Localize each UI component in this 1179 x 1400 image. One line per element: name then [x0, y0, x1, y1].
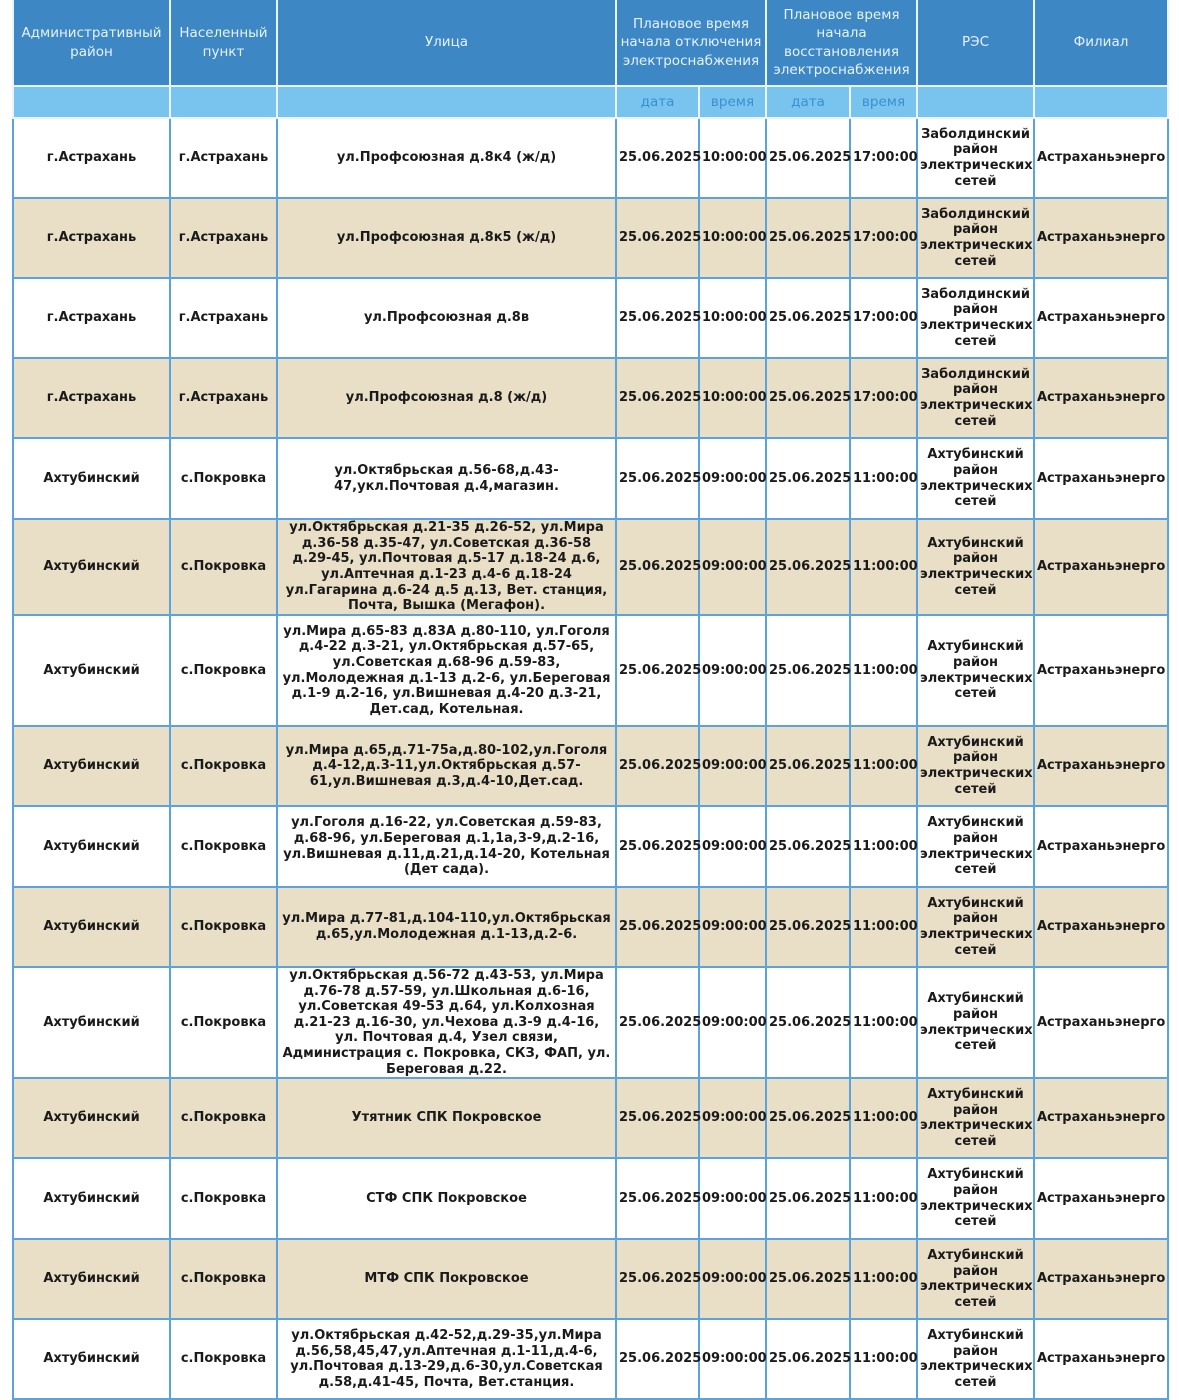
cell-off-time: 10:00:00	[699, 278, 766, 358]
table-row	[13, 198, 1168, 278]
header-district: Административный район	[13, 0, 170, 86]
cell-off-date: 25.06.2025	[616, 278, 699, 358]
cell-off-time: 10:00:00	[699, 358, 766, 438]
cell-res: Ахтубинский район электрических сетей	[917, 1158, 1034, 1239]
cell-street: ул.Октябрьская д.21-35 д.26-52, ул.Мира д.36-58 д.35-47, ул.Советская д.36-58 д.29-45, ул.Почтовая д.5-17 д.18-24 д.6, ул.Аптечная д.1-23 д.4-6 д.18-24 ул.Гагарина д.6-24 д.5 д.13, Вет. станция, Почта, Вышка (Мегафон).	[277, 519, 616, 615]
cell-branch: Астраханьэнерго	[1034, 278, 1168, 358]
cell-restore-date: 25.06.2025	[766, 118, 850, 198]
cell-branch: Астраханьэнерго	[1034, 358, 1168, 438]
cell-off-time: 10:00:00	[699, 118, 766, 198]
cell-street: ул.Гоголя д.16-22, ул.Советская д.59-83, д.68-96, ул.Береговая д.1,1а,3-9,д.2-16, ул.Вишневая д.11,д.21,д.14-20, Котельная (Дет сада).	[277, 806, 616, 887]
cell-restore-time: 11:00:00	[850, 1158, 917, 1239]
cell-locality: с.Покровка	[170, 967, 277, 1078]
cell-street: ул.Профсоюзная д.8к5 (ж/д)	[277, 198, 616, 278]
header-off-start: Плановое время начала отключения электроснабжения	[616, 0, 766, 86]
cell-restore-date: 25.06.2025	[766, 358, 850, 438]
cell-off-time: 09:00:00	[699, 726, 766, 806]
cell-locality: с.Покровка	[170, 519, 277, 615]
cell-branch: Астраханьэнерго	[1034, 519, 1168, 615]
cell-restore-time: 11:00:00	[850, 1078, 917, 1158]
cell-branch: Астраханьэнерго	[1034, 438, 1168, 519]
cell-off-time: 09:00:00	[699, 1239, 766, 1319]
cell-street: ул.Октябрьская д.56-72 д.43-53, ул.Мира д.76-78 д.57-59, ул.Школьная д.6-16, ул.Советская 49-53 д.64, ул.Колхозная д.21-23 д.16-30, ул.Чехова д.3-9 д.4-16, ул. Почтовая д.4, Узел связи, Администрация с. Покровка, СКЗ, ФАП, ул. Береговая д.22.	[277, 967, 616, 1078]
cell-off-time: 09:00:00	[699, 967, 766, 1078]
cell-locality: с.Покровка	[170, 615, 277, 726]
cell-res: Ахтубинский район электрических сетей	[917, 615, 1034, 726]
cell-locality: с.Покровка	[170, 1239, 277, 1319]
cell-district: Ахтубинский	[13, 726, 170, 806]
cell-district: Ахтубинский	[13, 1239, 170, 1319]
cell-res: Заболдинский район электрических сетей	[917, 118, 1034, 198]
cell-restore-time: 11:00:00	[850, 726, 917, 806]
cell-restore-time: 11:00:00	[850, 887, 917, 967]
cell-restore-date: 25.06.2025	[766, 438, 850, 519]
cell-res: Ахтубинский район электрических сетей	[917, 806, 1034, 887]
table-row	[13, 967, 1168, 1078]
cell-branch: Астраханьэнерго	[1034, 1239, 1168, 1319]
header-street: Улица	[277, 0, 616, 86]
cell-street: ул.Мира д.65,д.71-75а,д.80-102,ул.Гоголя д.4-12,д.3-11,ул.Октябрьская д.57-61,ул.Вишневая д.3,д.4-10,Дет.сад.	[277, 726, 616, 806]
cell-district: Ахтубинский	[13, 1319, 170, 1399]
cell-res: Ахтубинский район электрических сетей	[917, 967, 1034, 1078]
cell-restore-date: 25.06.2025	[766, 519, 850, 615]
cell-restore-time: 17:00:00	[850, 198, 917, 278]
cell-off-date: 25.06.2025	[616, 1239, 699, 1319]
subheader-off-time: время	[699, 86, 766, 118]
cell-restore-date: 25.06.2025	[766, 887, 850, 967]
cell-locality: с.Покровка	[170, 806, 277, 887]
header-branch: Филиал	[1034, 0, 1168, 86]
cell-restore-date: 25.06.2025	[766, 278, 850, 358]
cell-restore-date: 25.06.2025	[766, 615, 850, 726]
cell-street: ул.Мира д.65-83 д.83А д.80-110, ул.Гоголя д.4-22 д.3-21, ул.Октябрьская д.57-65, ул.Советская д.68-96 д.59-83, ул.Молодежная д.1-13 д.2-6, ул.Береговая д.1-9 д.2-16, ул.Вишневая д.4-20 д.3-21, Дет.сад, Котельная.	[277, 615, 616, 726]
cell-street: ул.Октябрьская д.42-52,д.29-35,ул.Мира д.56,58,45,47,ул.Аптечная д.1-11,д.4-6, ул.Почтовая д.13-29,д.6-30,ул.Советская д.58,д.41-45, Почта, Вет.станция.	[277, 1319, 616, 1399]
cell-street: ул.Мира д.77-81,д.104-110,ул.Октябрьская д.65,ул.Молодежная д.1-13,д.2-6.	[277, 887, 616, 967]
table-row	[13, 615, 1168, 726]
cell-restore-date: 25.06.2025	[766, 1239, 850, 1319]
cell-off-date: 25.06.2025	[616, 438, 699, 519]
cell-restore-time: 17:00:00	[850, 278, 917, 358]
cell-street: СТФ СПК Покровское	[277, 1158, 616, 1239]
cell-restore-date: 25.06.2025	[766, 198, 850, 278]
cell-off-date: 25.06.2025	[616, 806, 699, 887]
subheader-row	[13, 86, 1168, 118]
cell-res: Заболдинский район электрических сетей	[917, 198, 1034, 278]
cell-off-date: 25.06.2025	[616, 1319, 699, 1399]
cell-district: Ахтубинский	[13, 887, 170, 967]
cell-restore-time: 17:00:00	[850, 118, 917, 198]
table-row	[13, 438, 1168, 519]
cell-branch: Астраханьэнерго	[1034, 1158, 1168, 1239]
cell-off-date: 25.06.2025	[616, 726, 699, 806]
outage-schedule-table	[12, 0, 1169, 1400]
table-row	[13, 1158, 1168, 1239]
cell-off-date: 25.06.2025	[616, 198, 699, 278]
cell-district: Ахтубинский	[13, 519, 170, 615]
subheader-empty	[13, 86, 170, 118]
subheader-restore-time: время	[850, 86, 917, 118]
cell-off-time: 09:00:00	[699, 519, 766, 615]
table-row	[13, 358, 1168, 438]
cell-district: Ахтубинский	[13, 967, 170, 1078]
cell-locality: г.Астрахань	[170, 118, 277, 198]
cell-off-time: 09:00:00	[699, 1078, 766, 1158]
table-row	[13, 118, 1168, 198]
cell-off-date: 25.06.2025	[616, 1158, 699, 1239]
cell-locality: с.Покровка	[170, 1319, 277, 1399]
cell-restore-time: 11:00:00	[850, 967, 917, 1078]
cell-res: Ахтубинский район электрических сетей	[917, 1078, 1034, 1158]
cell-street: ул.Профсоюзная д.8в	[277, 278, 616, 358]
cell-off-date: 25.06.2025	[616, 887, 699, 967]
cell-street: ул.Октябрьская д.56-68,д.43-47,укл.Почтовая д.4,магазин.	[277, 438, 616, 519]
cell-branch: Астраханьэнерго	[1034, 726, 1168, 806]
table-body	[13, 118, 1168, 1399]
cell-off-time: 09:00:00	[699, 1319, 766, 1399]
cell-off-date: 25.06.2025	[616, 519, 699, 615]
table-row	[13, 806, 1168, 887]
cell-off-date: 25.06.2025	[616, 1078, 699, 1158]
cell-district: Ахтубинский	[13, 1078, 170, 1158]
cell-district: г.Астрахань	[13, 358, 170, 438]
cell-off-time: 09:00:00	[699, 615, 766, 726]
cell-restore-time: 11:00:00	[850, 1319, 917, 1399]
cell-off-date: 25.06.2025	[616, 118, 699, 198]
cell-res: Ахтубинский район электрических сетей	[917, 1239, 1034, 1319]
subheader-empty	[1034, 86, 1168, 118]
cell-locality: с.Покровка	[170, 1078, 277, 1158]
cell-off-date: 25.06.2025	[616, 967, 699, 1078]
cell-district: Ахтубинский	[13, 1158, 170, 1239]
cell-district: Ахтубинский	[13, 615, 170, 726]
cell-res: Ахтубинский район электрических сетей	[917, 1319, 1034, 1399]
cell-restore-time: 11:00:00	[850, 806, 917, 887]
cell-locality: с.Покровка	[170, 887, 277, 967]
cell-restore-time: 11:00:00	[850, 519, 917, 615]
outage-schedule-table-container	[12, 0, 1167, 1400]
cell-res: Заболдинский район электрических сетей	[917, 358, 1034, 438]
cell-branch: Астраханьэнерго	[1034, 806, 1168, 887]
table-row	[13, 726, 1168, 806]
header-row	[13, 0, 1168, 86]
cell-district: г.Астрахань	[13, 278, 170, 358]
cell-restore-time: 17:00:00	[850, 358, 917, 438]
cell-restore-time: 11:00:00	[850, 438, 917, 519]
cell-branch: Астраханьэнерго	[1034, 967, 1168, 1078]
cell-street: ул.Профсоюзная д.8к4 (ж/д)	[277, 118, 616, 198]
subheader-empty	[917, 86, 1034, 118]
table-row	[13, 1319, 1168, 1399]
cell-district: Ахтубинский	[13, 438, 170, 519]
cell-restore-date: 25.06.2025	[766, 1158, 850, 1239]
cell-branch: Астраханьэнерго	[1034, 198, 1168, 278]
header-res: РЭС	[917, 0, 1034, 86]
cell-off-time: 09:00:00	[699, 1158, 766, 1239]
cell-restore-time: 11:00:00	[850, 1239, 917, 1319]
cell-restore-time: 11:00:00	[850, 615, 917, 726]
cell-district: г.Астрахань	[13, 198, 170, 278]
cell-off-time: 09:00:00	[699, 887, 766, 967]
cell-locality: г.Астрахань	[170, 278, 277, 358]
table-row	[13, 1078, 1168, 1158]
cell-branch: Астраханьэнерго	[1034, 1319, 1168, 1399]
subheader-empty	[277, 86, 616, 118]
cell-off-time: 09:00:00	[699, 806, 766, 887]
table-row	[13, 519, 1168, 615]
cell-off-date: 25.06.2025	[616, 615, 699, 726]
cell-street: МТФ СПК Покровское	[277, 1239, 616, 1319]
cell-res: Заболдинский район электрических сетей	[917, 278, 1034, 358]
cell-res: Ахтубинский район электрических сетей	[917, 438, 1034, 519]
cell-res: Ахтубинский район электрических сетей	[917, 726, 1034, 806]
cell-district: Ахтубинский	[13, 806, 170, 887]
table-row	[13, 278, 1168, 358]
cell-off-time: 10:00:00	[699, 198, 766, 278]
cell-street: Утятник СПК Покровское	[277, 1078, 616, 1158]
cell-locality: г.Астрахань	[170, 358, 277, 438]
cell-locality: с.Покровка	[170, 438, 277, 519]
cell-street: ул.Профсоюзная д.8 (ж/д)	[277, 358, 616, 438]
cell-res: Ахтубинский район электрических сетей	[917, 519, 1034, 615]
cell-res: Ахтубинский район электрических сетей	[917, 887, 1034, 967]
cell-restore-date: 25.06.2025	[766, 726, 850, 806]
cell-locality: с.Покровка	[170, 1158, 277, 1239]
cell-restore-date: 25.06.2025	[766, 967, 850, 1078]
cell-branch: Астраханьэнерго	[1034, 615, 1168, 726]
table-row	[13, 887, 1168, 967]
cell-district: г.Астрахань	[13, 118, 170, 198]
subheader-restore-date: дата	[766, 86, 850, 118]
cell-restore-date: 25.06.2025	[766, 1319, 850, 1399]
subheader-empty	[170, 86, 277, 118]
cell-off-time: 09:00:00	[699, 438, 766, 519]
cell-locality: с.Покровка	[170, 726, 277, 806]
subheader-off-date: дата	[616, 86, 699, 118]
cell-restore-date: 25.06.2025	[766, 806, 850, 887]
cell-branch: Астраханьэнерго	[1034, 887, 1168, 967]
header-restore-start: Плановое время начала восстановления электроснабжения	[766, 0, 917, 86]
header-locality: Населенный пункт	[170, 0, 277, 86]
cell-branch: Астраханьэнерго	[1034, 1078, 1168, 1158]
cell-off-date: 25.06.2025	[616, 358, 699, 438]
cell-branch: Астраханьэнерго	[1034, 118, 1168, 198]
table-row	[13, 1239, 1168, 1319]
cell-restore-date: 25.06.2025	[766, 1078, 850, 1158]
cell-locality: г.Астрахань	[170, 198, 277, 278]
